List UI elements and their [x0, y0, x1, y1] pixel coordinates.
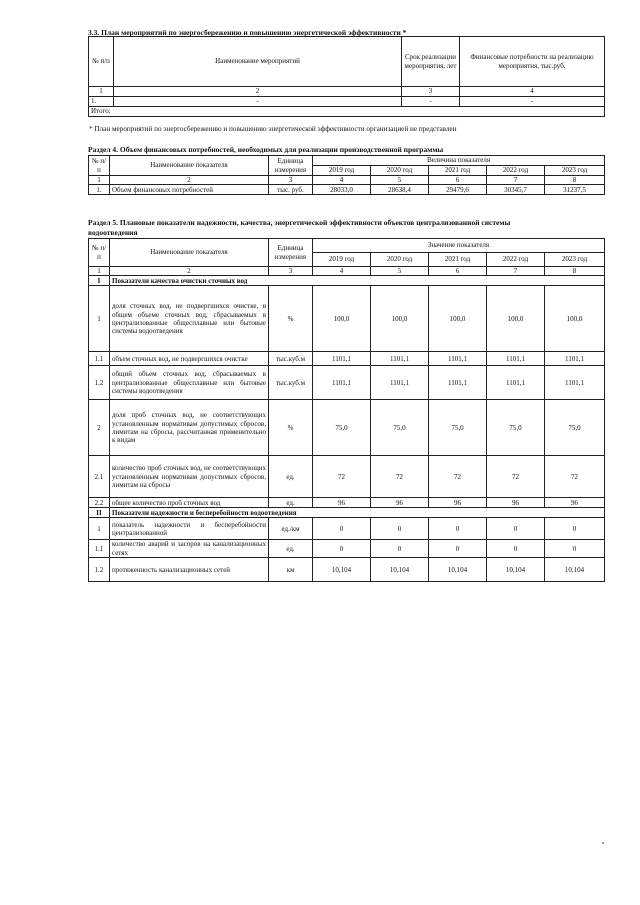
row-value: 1101,1 — [545, 352, 605, 366]
table-row — [89, 400, 605, 456]
row-value: 1101,1 — [429, 352, 487, 366]
row-value: 10,104 — [429, 558, 487, 582]
row-value: 75,0 — [313, 400, 371, 456]
row-value: 72 — [545, 456, 605, 498]
row-value: 100,0 — [429, 286, 487, 352]
group-title: Показатели качества очистки сточных вод — [110, 276, 605, 286]
row-name: доля сточных вод, не подвергшихся очистке, в общем объеме сточных вод, сбрасываемых в централизованные общесплавные или бытовые системы водоотведения — [110, 286, 269, 352]
row-num: 2.1 — [89, 456, 110, 498]
col-number: 7 — [487, 267, 545, 276]
row-value: 72 — [313, 456, 371, 498]
row-value: 1101,1 — [371, 352, 429, 366]
col-header-value: Значение показателя — [313, 239, 605, 253]
year-header: 2021 год — [429, 253, 487, 267]
row-unit: ед. — [269, 498, 313, 508]
section-4-heading: Раздел 4. Объем финансовых потребностей, необходимых для реализации производственной программы — [88, 145, 444, 154]
row-name: доля проб сточных вод, не соответствующих установленным нормативам допустимых сбросов, лимитам на сбросы, рассчитанная применительно к видам — [110, 400, 269, 456]
col-number: 7 — [487, 176, 545, 185]
row-name: - — [114, 97, 402, 107]
row-value: 96 — [371, 498, 429, 508]
col-header-name: Наименование показателя — [110, 239, 269, 267]
table-header-row — [89, 156, 605, 166]
col-header-term: Срок реализации мероприятия, лет — [402, 37, 460, 87]
row-value: 1101,1 — [313, 352, 371, 366]
row-name: Объем финансовых потребностей — [110, 185, 269, 195]
performance-indicators-table — [88, 238, 605, 582]
total-label: Итого: — [89, 107, 605, 117]
table-header-row — [89, 239, 605, 253]
table-row — [89, 97, 605, 107]
row-name: количество аварий и засоров на канализационных сетях — [110, 540, 269, 558]
row-name: протяженность канализационных сетей — [110, 558, 269, 582]
row-unit: % — [269, 400, 313, 456]
row-unit: ед./км — [269, 518, 313, 540]
row-value: 1101,1 — [487, 366, 545, 400]
col-number: 3 — [402, 87, 460, 97]
row-unit: ед. — [269, 540, 313, 558]
col-number: 1 — [89, 176, 110, 185]
table-row — [89, 456, 605, 498]
table-row — [89, 366, 605, 400]
year-header: 2021 год — [429, 166, 487, 176]
row-value: 96 — [313, 498, 371, 508]
year-header: 2023 год — [545, 253, 605, 267]
col-number: 8 — [545, 176, 605, 185]
scan-speck — [602, 842, 604, 844]
row-value: 28033,0 — [313, 185, 371, 195]
group-num: I — [89, 276, 110, 286]
col-header-unit: Единица измерения — [269, 239, 313, 267]
table-row — [89, 540, 605, 558]
col-number: 1 — [89, 87, 114, 97]
total-row — [89, 107, 605, 117]
row-value: 96 — [429, 498, 487, 508]
row-num: 1 — [89, 286, 110, 352]
table-row — [89, 352, 605, 366]
col-number: 6 — [429, 176, 487, 185]
row-name: общее количество проб сточных вод — [110, 498, 269, 508]
column-number-row — [89, 176, 605, 185]
row-num: 1.1 — [89, 352, 110, 366]
group-num: II — [89, 508, 110, 518]
row-value: 10,104 — [371, 558, 429, 582]
row-value: 72 — [487, 456, 545, 498]
row-finance: - — [460, 97, 605, 107]
col-number: 5 — [371, 267, 429, 276]
row-unit: % — [269, 286, 313, 352]
col-number: 1 — [89, 267, 110, 276]
row-value: 1101,1 — [313, 366, 371, 400]
row-value: 75,0 — [487, 400, 545, 456]
year-header: 2023 год — [545, 166, 605, 176]
table-row — [89, 518, 605, 540]
row-unit: км — [269, 558, 313, 582]
financial-needs-table — [88, 155, 605, 195]
row-value: 100,0 — [545, 286, 605, 352]
year-header: 2020 год — [371, 253, 429, 267]
col-number: 4 — [460, 87, 605, 97]
year-header: 2020 год — [371, 166, 429, 176]
row-unit: тыс.куб.м — [269, 366, 313, 400]
table-row — [89, 498, 605, 508]
row-name: объем сточных вод, не подвергшихся очистке — [110, 352, 269, 366]
col-number: 8 — [545, 267, 605, 276]
row-num: 1.2 — [89, 366, 110, 400]
row-value: 100,0 — [487, 286, 545, 352]
table-row — [89, 286, 605, 352]
year-header: 2019 год — [313, 253, 371, 267]
col-header-unit: Единица измерения — [269, 156, 313, 176]
row-value: 1101,1 — [429, 366, 487, 400]
row-num: 2.2 — [89, 498, 110, 508]
year-header: 2019 год — [313, 166, 371, 176]
row-value: 31237,5 — [545, 185, 605, 195]
column-number-row — [89, 87, 605, 97]
row-value: 0 — [371, 518, 429, 540]
section-3-3-footnote: * План мероприятий по энергосбережению и повышению энергетической эффективности организацией не представлен — [89, 125, 457, 133]
row-num: 1 — [89, 518, 110, 540]
row-value: 0 — [429, 518, 487, 540]
row-value: 75,0 — [371, 400, 429, 456]
row-value: 30345,7 — [487, 185, 545, 195]
row-num: 1.1 — [89, 540, 110, 558]
year-header: 2022 год — [487, 166, 545, 176]
row-value: 72 — [371, 456, 429, 498]
section-5-heading-cont: водоотведения — [88, 228, 138, 237]
row-value: 75,0 — [429, 400, 487, 456]
col-header-num: № п/п — [89, 37, 114, 87]
energy-plan-table — [88, 36, 605, 117]
col-header-num: № п/п — [89, 156, 110, 176]
table-row — [89, 558, 605, 582]
row-value: 1101,1 — [371, 366, 429, 400]
row-value: 1101,1 — [545, 366, 605, 400]
row-unit: тыс. руб. — [269, 185, 313, 195]
group-title: Показатели надежности и бесперебойности водоотведения — [110, 508, 605, 518]
row-value: 29479,6 — [429, 185, 487, 195]
row-unit: ед. — [269, 456, 313, 498]
row-value: 96 — [545, 498, 605, 508]
row-value: 0 — [313, 540, 371, 558]
column-number-row — [89, 267, 605, 276]
col-header-name: Наименование показателя — [110, 156, 269, 176]
row-value: 10,104 — [487, 558, 545, 582]
col-header-finance: Финансовые потребности на реализацию мероприятия, тыс.руб. — [460, 37, 605, 87]
table-row — [89, 185, 605, 195]
col-number: 5 — [371, 176, 429, 185]
row-value: 0 — [429, 540, 487, 558]
col-number: 3 — [269, 176, 313, 185]
row-name: общий объем сточных вод, сбрасываемых в централизованные общесплавные или бытовые системы водоотведения — [110, 366, 269, 400]
row-value: 72 — [429, 456, 487, 498]
col-header-name: Наименование мероприятий — [114, 37, 402, 87]
row-value: 0 — [313, 518, 371, 540]
col-number: 2 — [114, 87, 402, 97]
row-term: - — [402, 97, 460, 107]
row-value: 0 — [545, 540, 605, 558]
group-row — [89, 508, 605, 518]
row-value: 100,0 — [313, 286, 371, 352]
row-value: 75,0 — [545, 400, 605, 456]
col-number: 2 — [110, 176, 269, 185]
row-value: 10,104 — [313, 558, 371, 582]
row-value: 100,0 — [371, 286, 429, 352]
section-3-3-heading: 3.3. План мероприятий по энергосбережению и повышению энергетической эффективности * — [88, 28, 407, 37]
section-5-heading: Раздел 5. Плановые показатели надежности, качества, энергетической эффективности объектов централизованной системы — [88, 218, 511, 227]
row-unit: тыс.куб.м — [269, 352, 313, 366]
col-number: 4 — [313, 176, 371, 185]
row-name: показатель надежности и бесперебойности централизованной — [110, 518, 269, 540]
row-value: 10,104 — [545, 558, 605, 582]
col-number: 6 — [429, 267, 487, 276]
row-name: количество проб сточных вод, не соответствующих установленным нормативам допустимых сбросов, лимитам на сбросы — [110, 456, 269, 498]
row-value: 28638,4 — [371, 185, 429, 195]
group-row — [89, 276, 605, 286]
col-header-value: Величина показателя — [313, 156, 605, 166]
col-header-num: № п/п — [89, 239, 110, 267]
table-header-row — [89, 37, 605, 87]
row-num: 1. — [89, 185, 110, 195]
row-num: 2 — [89, 400, 110, 456]
col-number: 4 — [313, 267, 371, 276]
col-number: 3 — [269, 267, 313, 276]
row-num: 1.2 — [89, 558, 110, 582]
row-value: 0 — [545, 518, 605, 540]
col-number: 2 — [110, 267, 269, 276]
year-header: 2022 год — [487, 253, 545, 267]
row-value: 0 — [487, 518, 545, 540]
row-value: 96 — [487, 498, 545, 508]
row-value: 0 — [371, 540, 429, 558]
row-value: 1101,1 — [487, 352, 545, 366]
row-num: 1. — [89, 97, 114, 107]
row-value: 0 — [487, 540, 545, 558]
